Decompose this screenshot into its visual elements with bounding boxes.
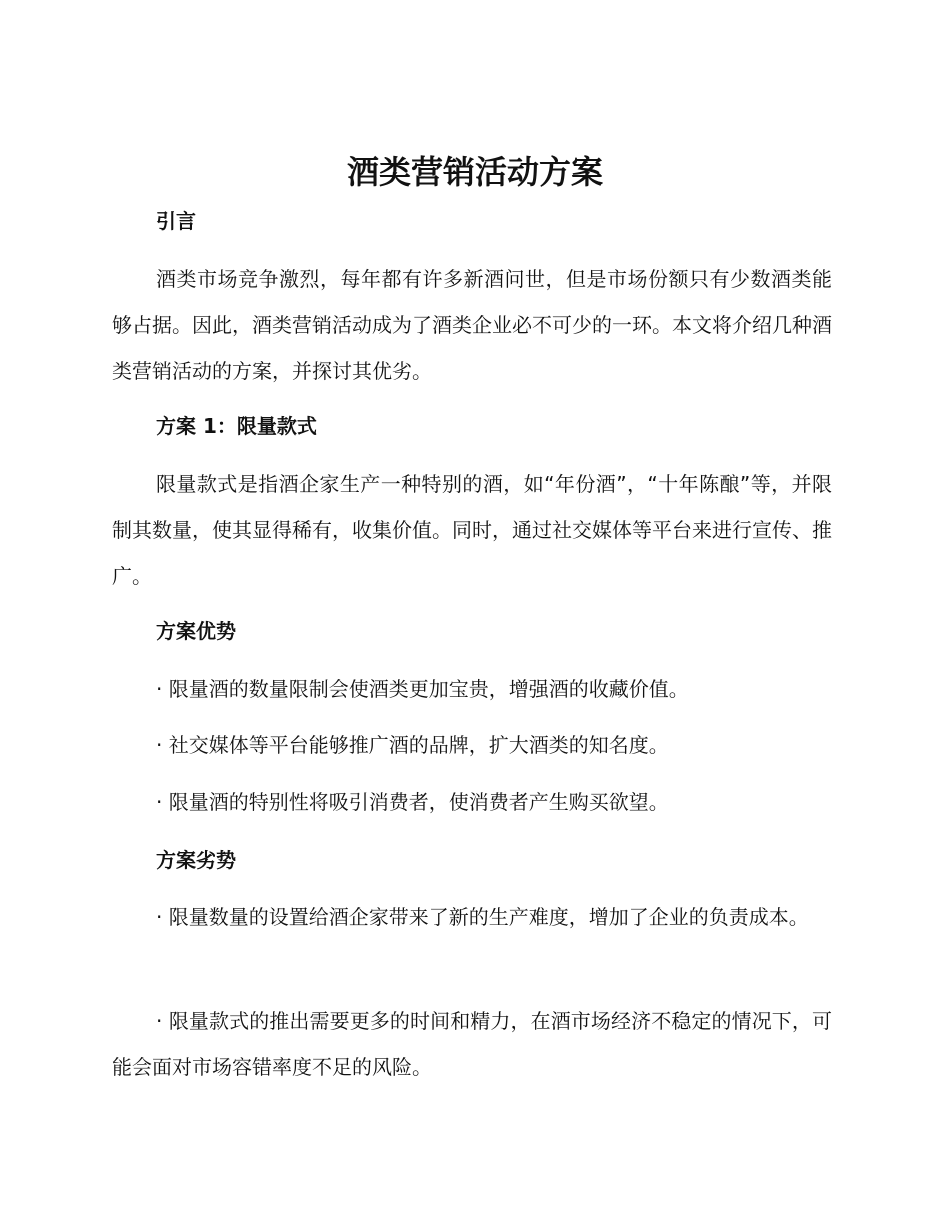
advantage-item: · 社交媒体等平台能够推广酒的品牌，扩大酒类的知名度。: [156, 733, 669, 757]
intro-paragraph: 酒类市场竞争激烈，每年都有许多新酒问世，但是市场份额只有少数酒类能够占据。因此，酒类营销活动成为了酒类企业必不可少的一环。本文将介绍几种酒类营销活动的方案，并探讨其优劣。: [112, 267, 832, 383]
disadvantage-item: · 限量数量的设置给酒企家带来了新的生产难度，增加了企业的负责成本。: [156, 905, 809, 929]
plan1-paragraph: 限量款式是指酒企家生产一种特别的酒，如“年份酒”，“十年陈酿”等，并限制其数量，使其显得稀有，收集价值。同时，通过社交媒体等平台来进行宣传、推广。: [112, 472, 832, 588]
advantage-item: · 限量酒的特别性将吸引消费者，使消费者产生购买欲望。: [156, 790, 669, 814]
disadvantages-heading: 方案劣势: [156, 848, 236, 872]
disadvantage-item: · 限量款式的推出需要更多的时间和精力，在酒市场经济不稳定的情况下，可能会面对市场容错率度不足的风险。: [112, 1009, 832, 1079]
advantages-heading: 方案优势: [156, 619, 236, 643]
plan1-heading: 方案 1：限量款式: [156, 414, 317, 438]
advantage-item: · 限量酒的数量限制会使酒类更加宝贵，增强酒的收藏价值。: [156, 677, 689, 701]
intro-heading: 引言: [156, 209, 196, 233]
document-title: 酒类营销活动方案: [346, 153, 603, 191]
